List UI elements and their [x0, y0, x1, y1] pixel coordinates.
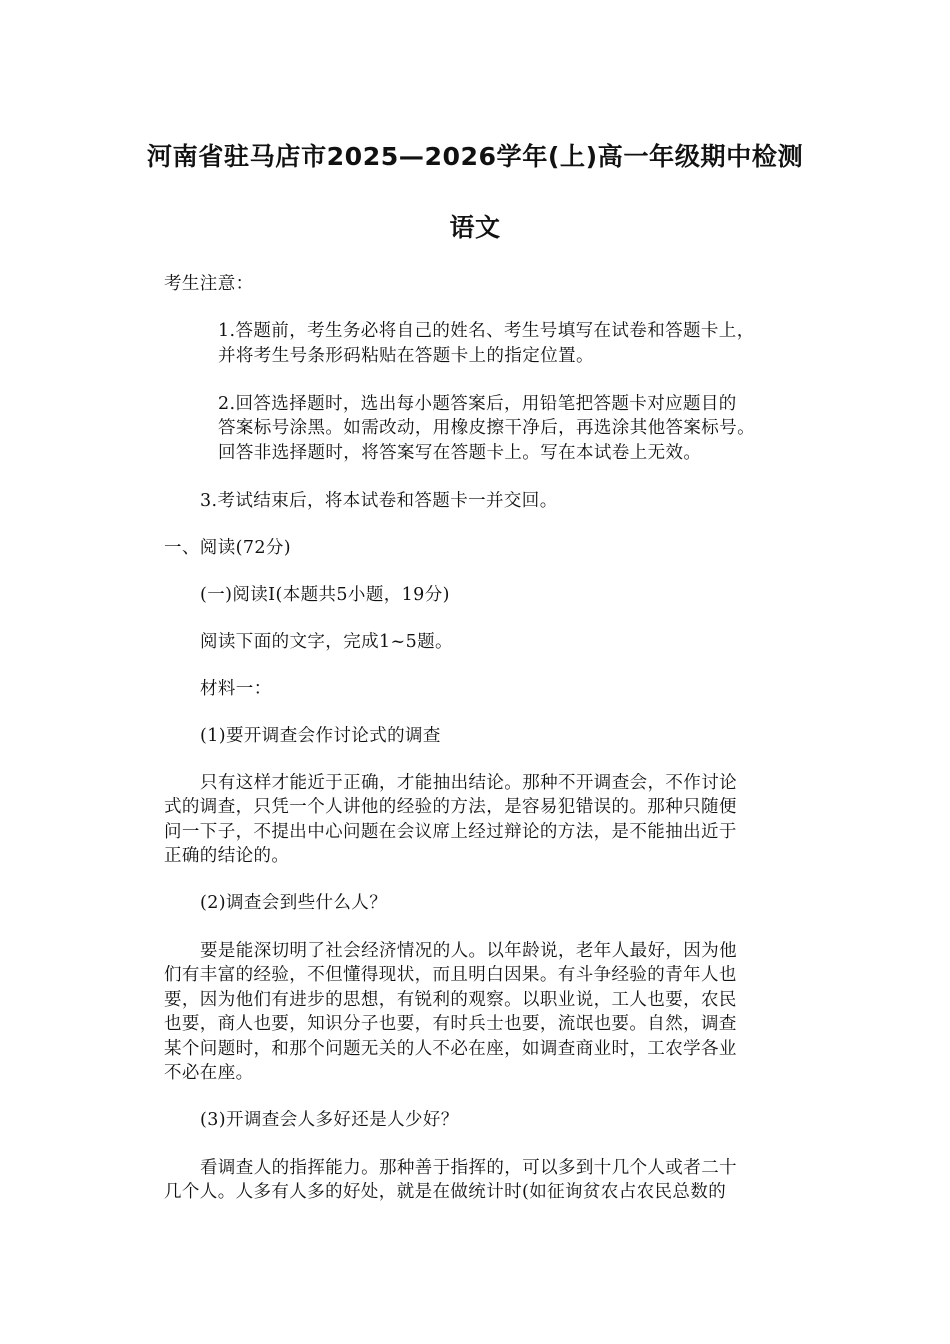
material-label: 材料一： [200, 679, 272, 699]
section-heading-1: (1)要开调查会作讨论式的调查 [200, 726, 441, 746]
paragraph-line: 要，因为他们有进步的思想，有锐利的观察。以职业说，工人也要，农民 [164, 990, 737, 1010]
notice-heading: 考生注意： [164, 274, 254, 294]
notice-line: 答案标号涂黑。如需改动，用橡皮擦干净后，再选涂其他答案标号。 [218, 418, 755, 438]
paragraph-line: 问一下子，不提出中心问题在会议席上经过辩论的方法，是不能抽出近于 [164, 822, 737, 842]
section-heading: 一、阅读(72分) [164, 538, 292, 558]
section-heading-2: (2)调查会到些什么人？ [200, 893, 388, 913]
notice-line: 3.考试结束后，将本试卷和答题卡一并交回。 [200, 491, 558, 511]
exam-title: 河南省驻马店市2025—2026学年(上)高一年级期中检测 [146, 142, 804, 171]
paragraph-line: 式的调查，只凭一个人讲他的经验的方法，是容易犯错误的。那种只随便 [164, 797, 737, 817]
paragraph-line: 要是能深切明了社会经济情况的人。以年龄说，老年人最好，因为他 [200, 941, 737, 961]
notice-line: 2.回答选择题时，选出每小题答案后，用铅笔把答题卡对应题目的 [218, 394, 737, 414]
reading-instruction: 阅读下面的文字，完成1~5题。 [200, 632, 453, 652]
notice-line: 并将考生号条形码粘贴在答题卡上的指定位置。 [218, 346, 594, 366]
paragraph-line: 们有丰富的经验，不但懂得现状，而且明白因果。有斗争经验的青年人也 [164, 965, 737, 985]
exam-subject: 语文 [449, 213, 501, 242]
paragraph-line: 不必在座。 [164, 1063, 254, 1083]
paragraph-line: 也要，商人也要，知识分子也要，有时兵士也要，流氓也要。自然，调查 [164, 1014, 737, 1034]
paragraph-line: 只有这样才能近于正确，才能抽出结论。那种不开调查会，不作讨论 [200, 773, 737, 793]
paragraph-line: 某个问题时，和那个问题无关的人不必在座，如调查商业时，工农学各业 [164, 1039, 737, 1059]
section-heading-3: (3)开调查会人多好还是人少好？ [200, 1110, 459, 1130]
notice-line: 回答非选择题时，将答案写在答题卡上。写在本试卷上无效。 [218, 443, 702, 463]
paragraph-line: 正确的结论的。 [164, 846, 290, 866]
notice-line: 1.答题前，考生务必将自己的姓名、考生号填写在试卷和答题卡上， [218, 321, 755, 341]
paragraph-line: 看调查人的指挥能力。那种善于指挥的，可以多到十几个人或者二十 [200, 1158, 737, 1178]
paragraph-line: 几个人。人多有人多的好处，就是在做统计时(如征询贫农占农民总数的 [164, 1182, 727, 1202]
subsection-heading: (一)阅读Ⅰ(本题共5小题，19分) [200, 585, 450, 605]
